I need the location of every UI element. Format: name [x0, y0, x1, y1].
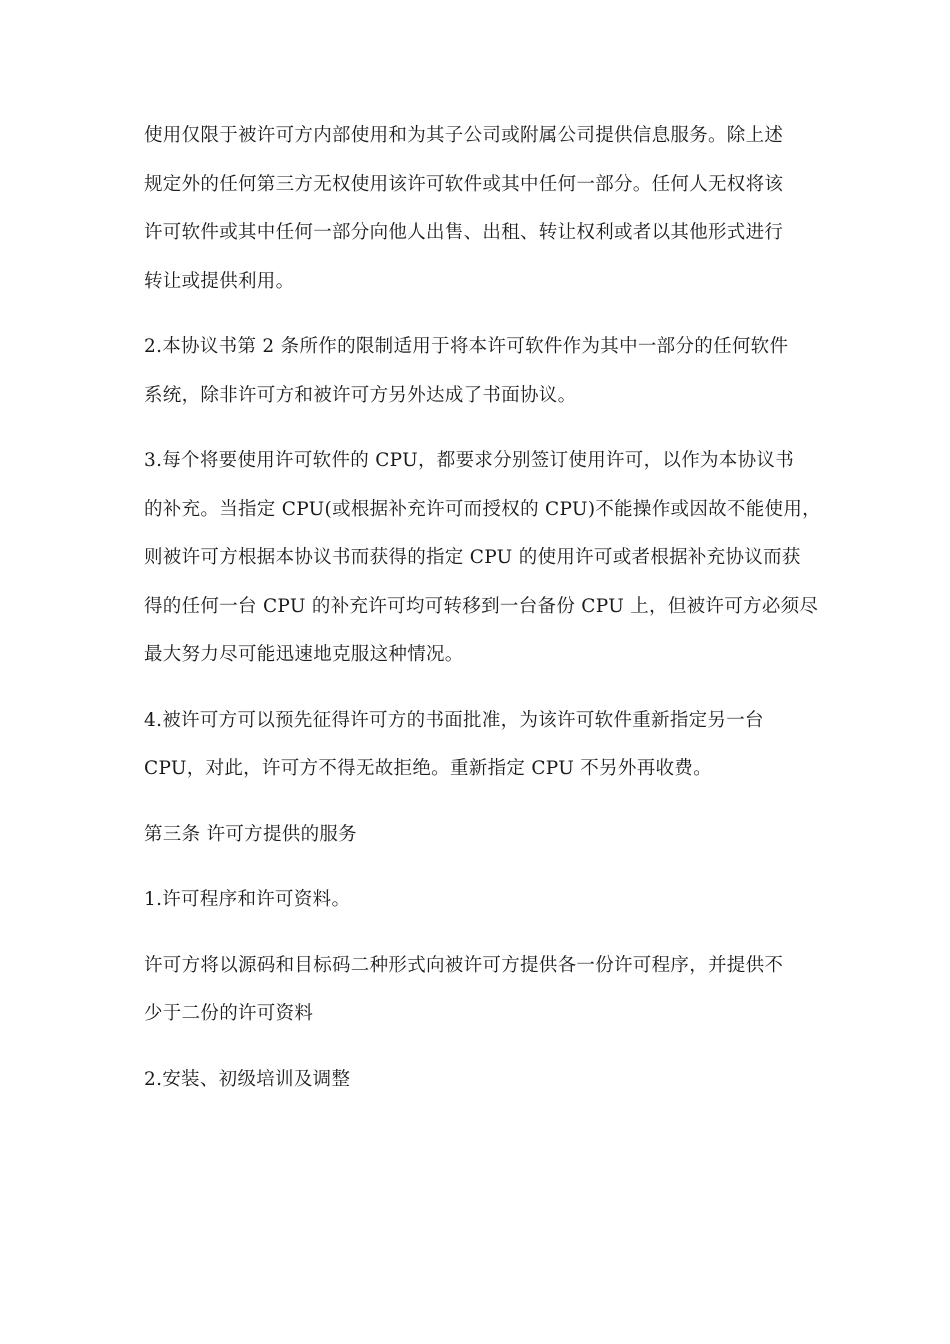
text-line: 的补充。当指定 CPU(或根据补充许可而授权的 CPU)不能操作或因故不能使用， [144, 498, 821, 520]
text-line: 许可软件或其中任何一部分向他人出售、出租、转让权利或者以其他形式进行 [144, 222, 784, 243]
paragraph-item-2 [144, 1056, 804, 1105]
text-line: 最大努力尽可能迅速地克服这种情况。 [144, 644, 464, 665]
paragraph-clause-2 [144, 323, 804, 420]
section-heading-article-3 [144, 811, 804, 860]
text-line: 得的任何一台 CPU 的补充许可均可转移到一台备份 CPU 上，但被许可方必须尽 [144, 595, 819, 617]
text-line: 3.每个将要使用许可软件的 CPU，都要求分别签订使用许可，以作为本协议书 [144, 450, 795, 471]
paragraph-licensed-materials [144, 942, 804, 1039]
text-line: 2.本协议书第 2 条所作的限制适用于将本许可软件作为其中一部分的任何软件 [144, 336, 789, 357]
text-line: 则被许可方根据本协议书而获得的指定 CPU 的使用许可或者根据补充协议而获 [144, 547, 801, 568]
text-line: 系统，除非许可方和被许可方另外达成了书面协议。 [144, 384, 577, 406]
text-line: 1.许可程序和许可资料。 [144, 889, 351, 910]
paragraph-clause-3 [144, 437, 821, 680]
paragraph-clause-4 [144, 697, 804, 794]
text-line: 4.被许可方可以预先征得许可方的书面批准，为该许可软件重新指定另一台 [144, 709, 764, 731]
text-line: 转让或提供利用。 [144, 270, 295, 292]
text-line: 2.安装、初级培训及调整 [144, 1068, 351, 1090]
document-body [144, 112, 821, 1121]
text-line: CPU，对此，许可方不得无故拒绝。重新指定 CPU 不另外再收费。 [144, 758, 712, 779]
text-line: 少于二份的许可资料 [144, 1003, 314, 1024]
text-line: 使用仅限于被许可方内部使用和为其子公司或附属公司提供信息服务。除上述 [144, 125, 784, 146]
text-line: 第三条 许可方提供的服务 [144, 823, 357, 845]
text-line: 规定外的任何第三方无权使用该许可软件或其中任何一部分。任何人无权将该 [144, 173, 784, 195]
paragraph-usage-restriction [144, 112, 804, 306]
paragraph-item-1 [144, 876, 804, 925]
text-line: 许可方将以源码和目标码二种形式向被许可方提供各一份许可程序，并提供不 [144, 954, 784, 976]
